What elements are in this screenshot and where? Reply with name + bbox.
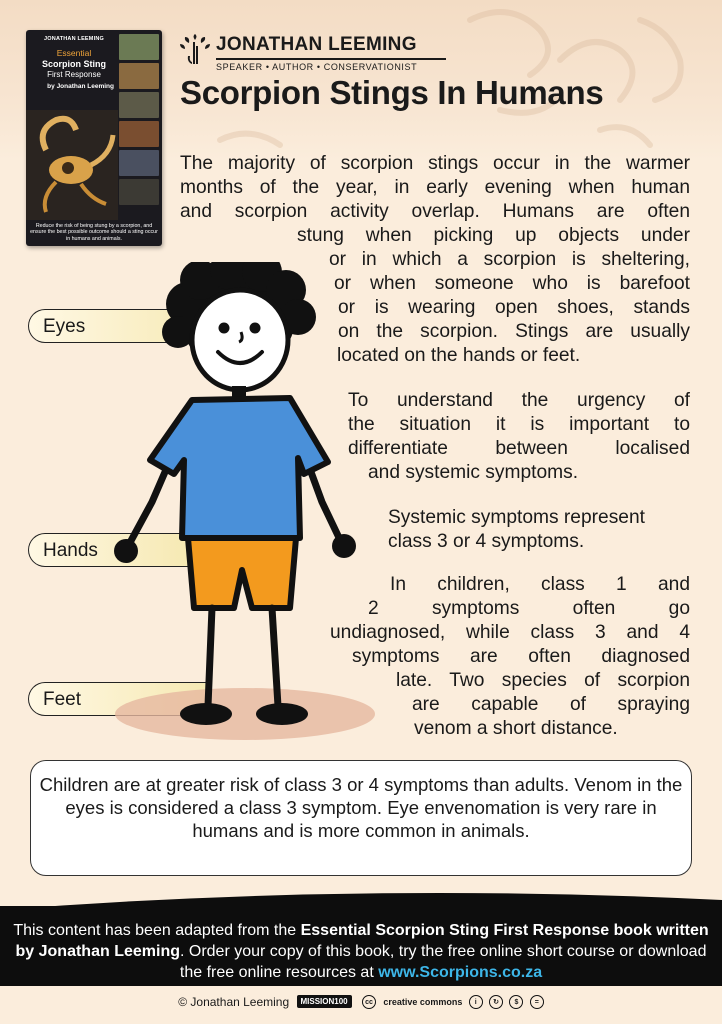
text-line: undiagnosed, while class 3 and 4: [330, 622, 690, 643]
thumb-photo-icon: [119, 179, 159, 205]
copyright-text: © Jonathan Leeming: [178, 994, 290, 1009]
foot-right-icon: [256, 703, 308, 725]
paragraph-1-line: [297, 224, 690, 248]
text-line: are capable of spraying: [412, 694, 690, 715]
book-title-line3: First Response: [47, 70, 101, 79]
creative-commons-logo: creative commons: [383, 996, 463, 1007]
paragraph-1: [180, 152, 690, 224]
label-hands: Hands: [28, 533, 188, 567]
attribution-icon: i: [469, 995, 483, 1009]
text-line: stung when picking up objects under: [297, 225, 690, 246]
page-title: Scorpion Stings In Humans: [180, 74, 604, 111]
brand-name: JONATHAN LEEMING: [216, 34, 417, 55]
child-figure-icon: [100, 262, 390, 742]
footer-book-title: Essential Scorpion Sting First Response book written by Jonathan Leeming: [15, 922, 709, 960]
book-blurb: Reduce the risk of being stung by a scorpion, and ensure the best possible outcome should a sting occur in humans and animals.: [30, 222, 158, 242]
thumb-photo-icon: [119, 63, 159, 89]
book-title-line2: Scorpion Sting: [42, 59, 106, 69]
text-line: venom a short distance.: [414, 718, 618, 739]
text-line: on the scorpion. Stings are usually: [338, 321, 690, 342]
paragraph-2: [348, 389, 690, 485]
book-brand: JONATHAN LEEMING: [44, 36, 104, 42]
paragraph-1-line: [338, 320, 690, 344]
footer-part1: This content has been adapted from the: [13, 922, 301, 939]
text-line: In children, class 1 and: [390, 574, 690, 595]
book-title-line1: Essential: [56, 48, 92, 58]
scorpion-photo-icon: [26, 110, 118, 220]
text-line: months of the year, in early evening when human: [180, 177, 690, 198]
hand-right-icon: [332, 534, 356, 558]
hand-left-icon: [114, 539, 138, 563]
paragraph-3: [388, 506, 690, 554]
shadow-icon: [115, 688, 375, 740]
thumb-photo-icon: [119, 34, 159, 60]
book-thumbnails: [119, 34, 159, 208]
text-line: To understand the urgency of: [348, 390, 690, 411]
brand-divider: [216, 58, 446, 60]
text-line: late. Two species of scorpion: [396, 670, 690, 691]
text-line: and scorpion activity overlap. Humans are often: [180, 201, 690, 222]
text-line: Systemic symptoms represent: [388, 507, 645, 528]
text-line: 2 symptoms often go: [368, 598, 690, 619]
shirt-icon: [150, 398, 328, 538]
text-line: or when someone who is barefoot: [334, 273, 690, 294]
text-line: The majority of scorpion stings occur in the warmer: [180, 153, 690, 174]
footer-part2: . Order your copy of this book, try the free online short course or download the free online resources at: [179, 943, 707, 981]
eye-icon: [219, 323, 230, 334]
foot-left-icon: [180, 703, 232, 725]
thumb-photo-icon: [119, 121, 159, 147]
brand-tagline: SPEAKER • AUTHOR • CONSERVATIONIST: [216, 62, 418, 72]
footer-text: [10, 920, 712, 983]
text-line: differentiate between localised: [348, 438, 690, 459]
thumb-photo-icon: [119, 150, 159, 176]
cc-icon: cc: [362, 995, 376, 1009]
noderivatives-icon: =: [530, 995, 544, 1009]
text-line: symptoms are often diagnosed: [352, 646, 690, 667]
noncommercial-icon: $: [509, 995, 523, 1009]
text-line: or is wearing open shoes, stands: [338, 297, 690, 318]
callout-box: Children are at greater risk of class 3 or 4 symptoms than adults. Venom in the eyes is considered a class 3 symptom. Eye envenomation is very rare in humans and is more common in animals.: [30, 760, 692, 876]
text-line: the situation it is important to: [348, 414, 690, 435]
book-cover: [26, 30, 162, 246]
tree-logo-icon: [180, 34, 210, 66]
label-eyes: Eyes: [28, 309, 218, 343]
shorts-icon: [188, 538, 296, 608]
book-cover-text: [30, 36, 118, 90]
mission100-logo: MISSION100: [297, 995, 352, 1008]
text-line: class 3 or 4 symptoms.: [388, 531, 585, 552]
text-line: and systemic symptoms.: [368, 462, 579, 483]
paragraph-1-line: [338, 296, 690, 320]
label-feet: Feet: [28, 682, 208, 716]
footer-website-link[interactable]: www.Scorpions.co.za: [378, 964, 543, 981]
thumb-photo-icon: [119, 92, 159, 118]
text-line: or in which a scorpion is sheltering,: [329, 249, 690, 270]
credits-row: [0, 994, 722, 1018]
eye-icon: [250, 323, 261, 334]
book-author: by Jonathan Leeming: [47, 83, 114, 90]
share-alike-icon: ↻: [489, 995, 503, 1009]
leg-left-icon: [208, 608, 212, 706]
text-line: located on the hands or feet.: [337, 345, 581, 366]
